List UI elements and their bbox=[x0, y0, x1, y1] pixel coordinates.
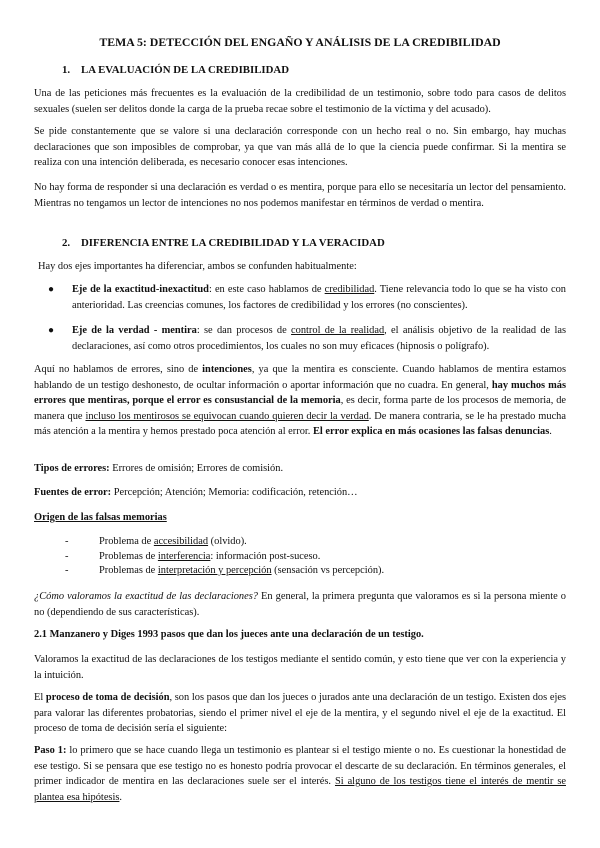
section-2-number: 2. bbox=[62, 237, 71, 249]
section-1-number: 1. bbox=[62, 64, 71, 76]
section-1-heading bbox=[62, 63, 289, 79]
error-sources-label: Fuentes de error: bbox=[34, 487, 112, 498]
bullet-icon: ● bbox=[48, 284, 55, 295]
section-2-intro: Hay dos ejes importantes ha diferenciar, ambos se confunden habitualmente: bbox=[38, 261, 357, 272]
error-sources-line: Fuentes de error: Percepción; Atención; Memoria: codificación, retención… bbox=[34, 487, 358, 498]
section-2-title: DIFERENCIA ENTRE LA CREDIBILIDAD Y LA VERACIDAD bbox=[81, 237, 385, 249]
dash-marker: - bbox=[65, 565, 69, 577]
list-item: ● Eje de la verdad - mentira: se dan procesos de control de la realidad, el análisis objetivo de la realidad de las declaraciones, así como otros procedimientos, los cuales no son muy eficaces (hipnosis o polígrafo). bbox=[48, 325, 567, 352]
list-item: - Problemas de interferencia: información post-suceso. bbox=[99, 549, 566, 564]
section-1-title: LA EVALUACIÓN DE LA CREDIBILIDAD bbox=[81, 64, 289, 76]
false-memories-heading: Origen de las falsas memorias bbox=[34, 512, 167, 523]
false-memories-list bbox=[65, 534, 566, 578]
section-2-1-paragraph-1: Valoramos la exactitud de las declaraciones de los testigos mediante el sentido común, y esto tiene que ver con la experiencia y la intuición. bbox=[34, 654, 566, 681]
accuracy-question: ¿Cómo valoramos la exactitud de las declaraciones? bbox=[34, 591, 258, 602]
step-1-label: Paso 1: bbox=[34, 745, 67, 756]
document-title: TEMA 5: DETECCIÓN DEL ENGAÑO Y ANÁLISIS DE LA CREDIBILIDAD bbox=[99, 35, 501, 49]
section-2-heading bbox=[62, 236, 385, 252]
section-1-paragraph-1: Una de las peticiones más frecuentes es la evaluación de la credibilidad de un testimonio, sobre todo para casos de delitos sexuales (suelen ser delitos donde la carga de la prueba recae sobre el testimonio de la víctima y del acusado). bbox=[34, 88, 566, 115]
section-1-paragraph-3: No hay forma de responder si una declaración es verdad o es mentira, porque para ello se necesitaría un lector del pensamiento. Mientras no tengamos un lector de intenciones no nos podemos manifestar en términos de verdad o mentira. bbox=[34, 182, 566, 209]
section-2-1-paragraph-2: El proceso de toma de decisión, son los pasos que dan los jueces o jurados ante una declaración de un testigo. Existen dos ejes para valorar las diferentes probatorias, siendo el primer nivel el eje de la mentira, y el segundo nivel el eje de la exactitud. El proceso de toma de decisión sería el siguiente: bbox=[34, 692, 566, 735]
axes-list bbox=[48, 282, 567, 354]
dash-marker: - bbox=[65, 550, 69, 562]
dash-marker: - bbox=[65, 536, 69, 547]
bullet-icon: ● bbox=[48, 325, 55, 337]
section-2-1-heading: 2.1 Manzanero y Diges 1993 pasos que dan los jueces ante una declaración de un testigo. bbox=[34, 629, 424, 640]
list-item: - Problema de accesibilidad (olvido). bbox=[99, 534, 566, 549]
section-2-paragraph: Aquí no hablamos de errores, sino de intenciones, ya que la mentira es consciente. Cuando hablamos de mentira estamos hablando de un testigo deshonesto, de ocultar información o aportar información que no cuadra. En general, hay muchos más errores que mentiras, porque el error es consustancial de la memoria, es decir, forma parte de los procesos de memoria, de manera que incluso los mentirosos se equivocan cuando quieren decir la verdad. De manera contraria, se le ha prestado mucha más atención a la mentira y hemos prestado poca atención al error. El error explica en más ocasiones las falsas denuncias. bbox=[34, 364, 566, 438]
list-item: - Problemas de interpretación y percepción (sensación vs percepción). bbox=[99, 563, 566, 578]
error-types-label: Tipos de errores: bbox=[34, 463, 110, 474]
error-types-line: Tipos de errores: Errores de omisión; Errores de comisión. bbox=[34, 463, 284, 474]
accuracy-question-paragraph: ¿Cómo valoramos la exactitud de las declaraciones? En general, la primera pregunta que valoramos es si la persona miente o no (dependiendo de sus características). bbox=[34, 591, 567, 618]
section-2-1-paragraph-3: Paso 1: lo primero que se hace cuando llega un testimonio es plantear si el testigo miente o no. Es cuestionar la honestidad de ese testigo. Si se pensara que ese testigo no es honesto podría provocar el descarte de su declaración. En términos generales, el primer indicador de mentira en las declaraciones suele ser el interés. Si alguno de los testigos tiene el interés de mentir se plantea esa hipótesis. bbox=[34, 745, 566, 803]
section-1-paragraph-2: Se pide constantemente que se valore si una declaración corresponde con un hecho real o no. Sin embargo, hay muchas declaraciones que son imposibles de comprobar, ya que van más allá de lo que la ciencia puede confirmar. Si la mentira se realiza con una intención deliberada, es necesario conocer esas intenciones. bbox=[34, 126, 566, 169]
list-item: ● Eje de la exactitud-inexactitud: en este caso hablamos de credibilidad. Tiene relevancia todo lo que se ha visto con anterioridad. Las creencias comunes, los factores de credibilidad y los errores (no conscientes). bbox=[48, 284, 566, 311]
